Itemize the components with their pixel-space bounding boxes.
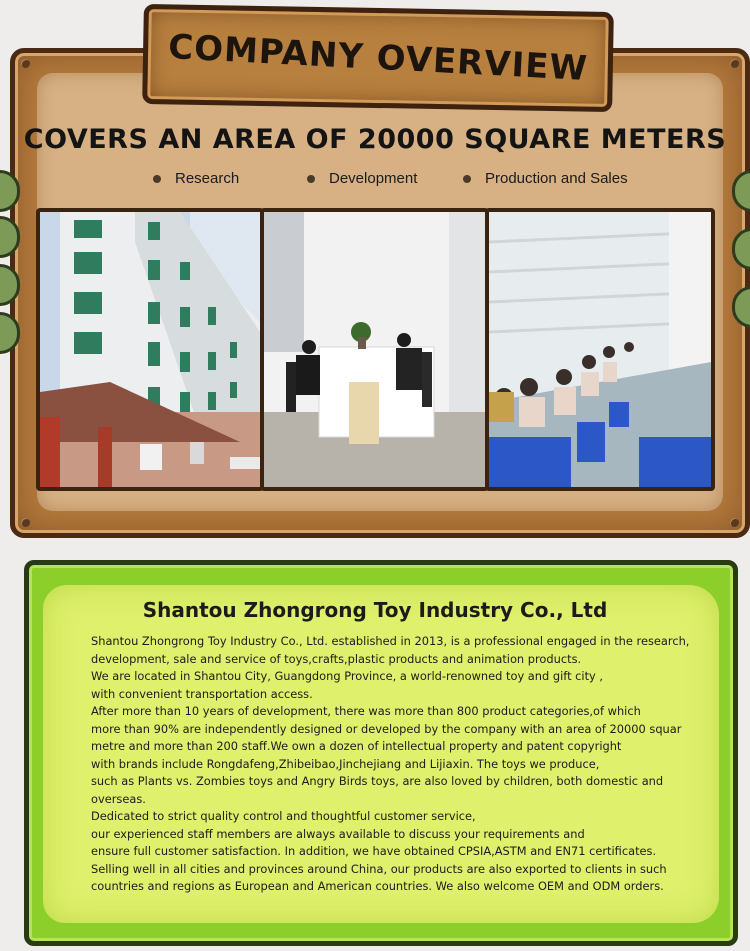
description-line: Selling well in all cities and provinces around China, our products are also exported to clients in such [91,861,667,876]
description-line: Dedicated to strict quality control and thoughtful customer service, [91,809,476,823]
zombie-hand-right-icon [710,170,750,370]
bullet-list [0,170,750,192]
description-line: After more than 10 years of development, there was more than 800 product categories,of which [91,704,641,718]
description-line: We are located in Shantou City, Guangdong Province, a world-renowned toy and gift city , [91,669,604,683]
area-headline: COVERS AN AREA OF 20000 SQUARE METERS [23,124,727,155]
description-line: metre and more than 200 staff.We own a dozen of intellectual property and patent copyright [91,739,622,753]
nail-icon [21,59,30,68]
description-line: Shantou Zhongrong Toy Industry Co., Ltd. established in 2013, is a professional engaged in the research, [91,634,690,648]
company-description [91,633,731,896]
bullet-dot-icon [153,175,161,183]
description-line: overseas. [91,791,146,806]
zombie-hand-left-icon [0,170,40,370]
description-line: such as Plants vs. Zombies toys and Angry Birds toys, are also loved by children, both domestic and [91,774,664,788]
office-interior-photo [260,208,489,491]
description-line: with convenient transportation access. [91,686,313,701]
description-line: ensure full customer satisfaction. In addition, we have obtained CPSIA,ASTM and EN71 certificates. [91,844,657,858]
description-line: development, sale and service of toys,crafts,plastic products and animation products. [91,651,582,666]
factory-production-photo [485,208,715,491]
nail-icon [21,518,30,527]
nail-icon [730,59,739,68]
bullet-development: Development [307,170,417,187]
description-line: with brands include Rongdafeng,Zhibeibao,Jinchejiang and Lijiaxin. The toys we produce, [91,756,600,771]
page-title: COMPANY OVERVIEW [167,27,589,89]
bullet-research: Research [153,170,239,187]
bullet-dot-icon [307,175,315,183]
company-name: Shantou Zhongrong Toy Industry Co., Ltd [142,598,608,622]
title-plank [142,4,614,112]
bullet-dot-icon [463,175,471,183]
description-line: countries and regions as European and American countries. We also welcome OEM and ODM orders. [91,879,664,893]
description-line: more than 90% are independently designed or developed by the company with an area of 20000 squar [91,721,682,736]
office-building-photo [36,208,264,491]
description-line: our experienced staff members are always available to discuss your requirements and [91,826,585,841]
nail-icon [730,518,739,527]
bullet-production: Production and Sales [463,170,628,187]
